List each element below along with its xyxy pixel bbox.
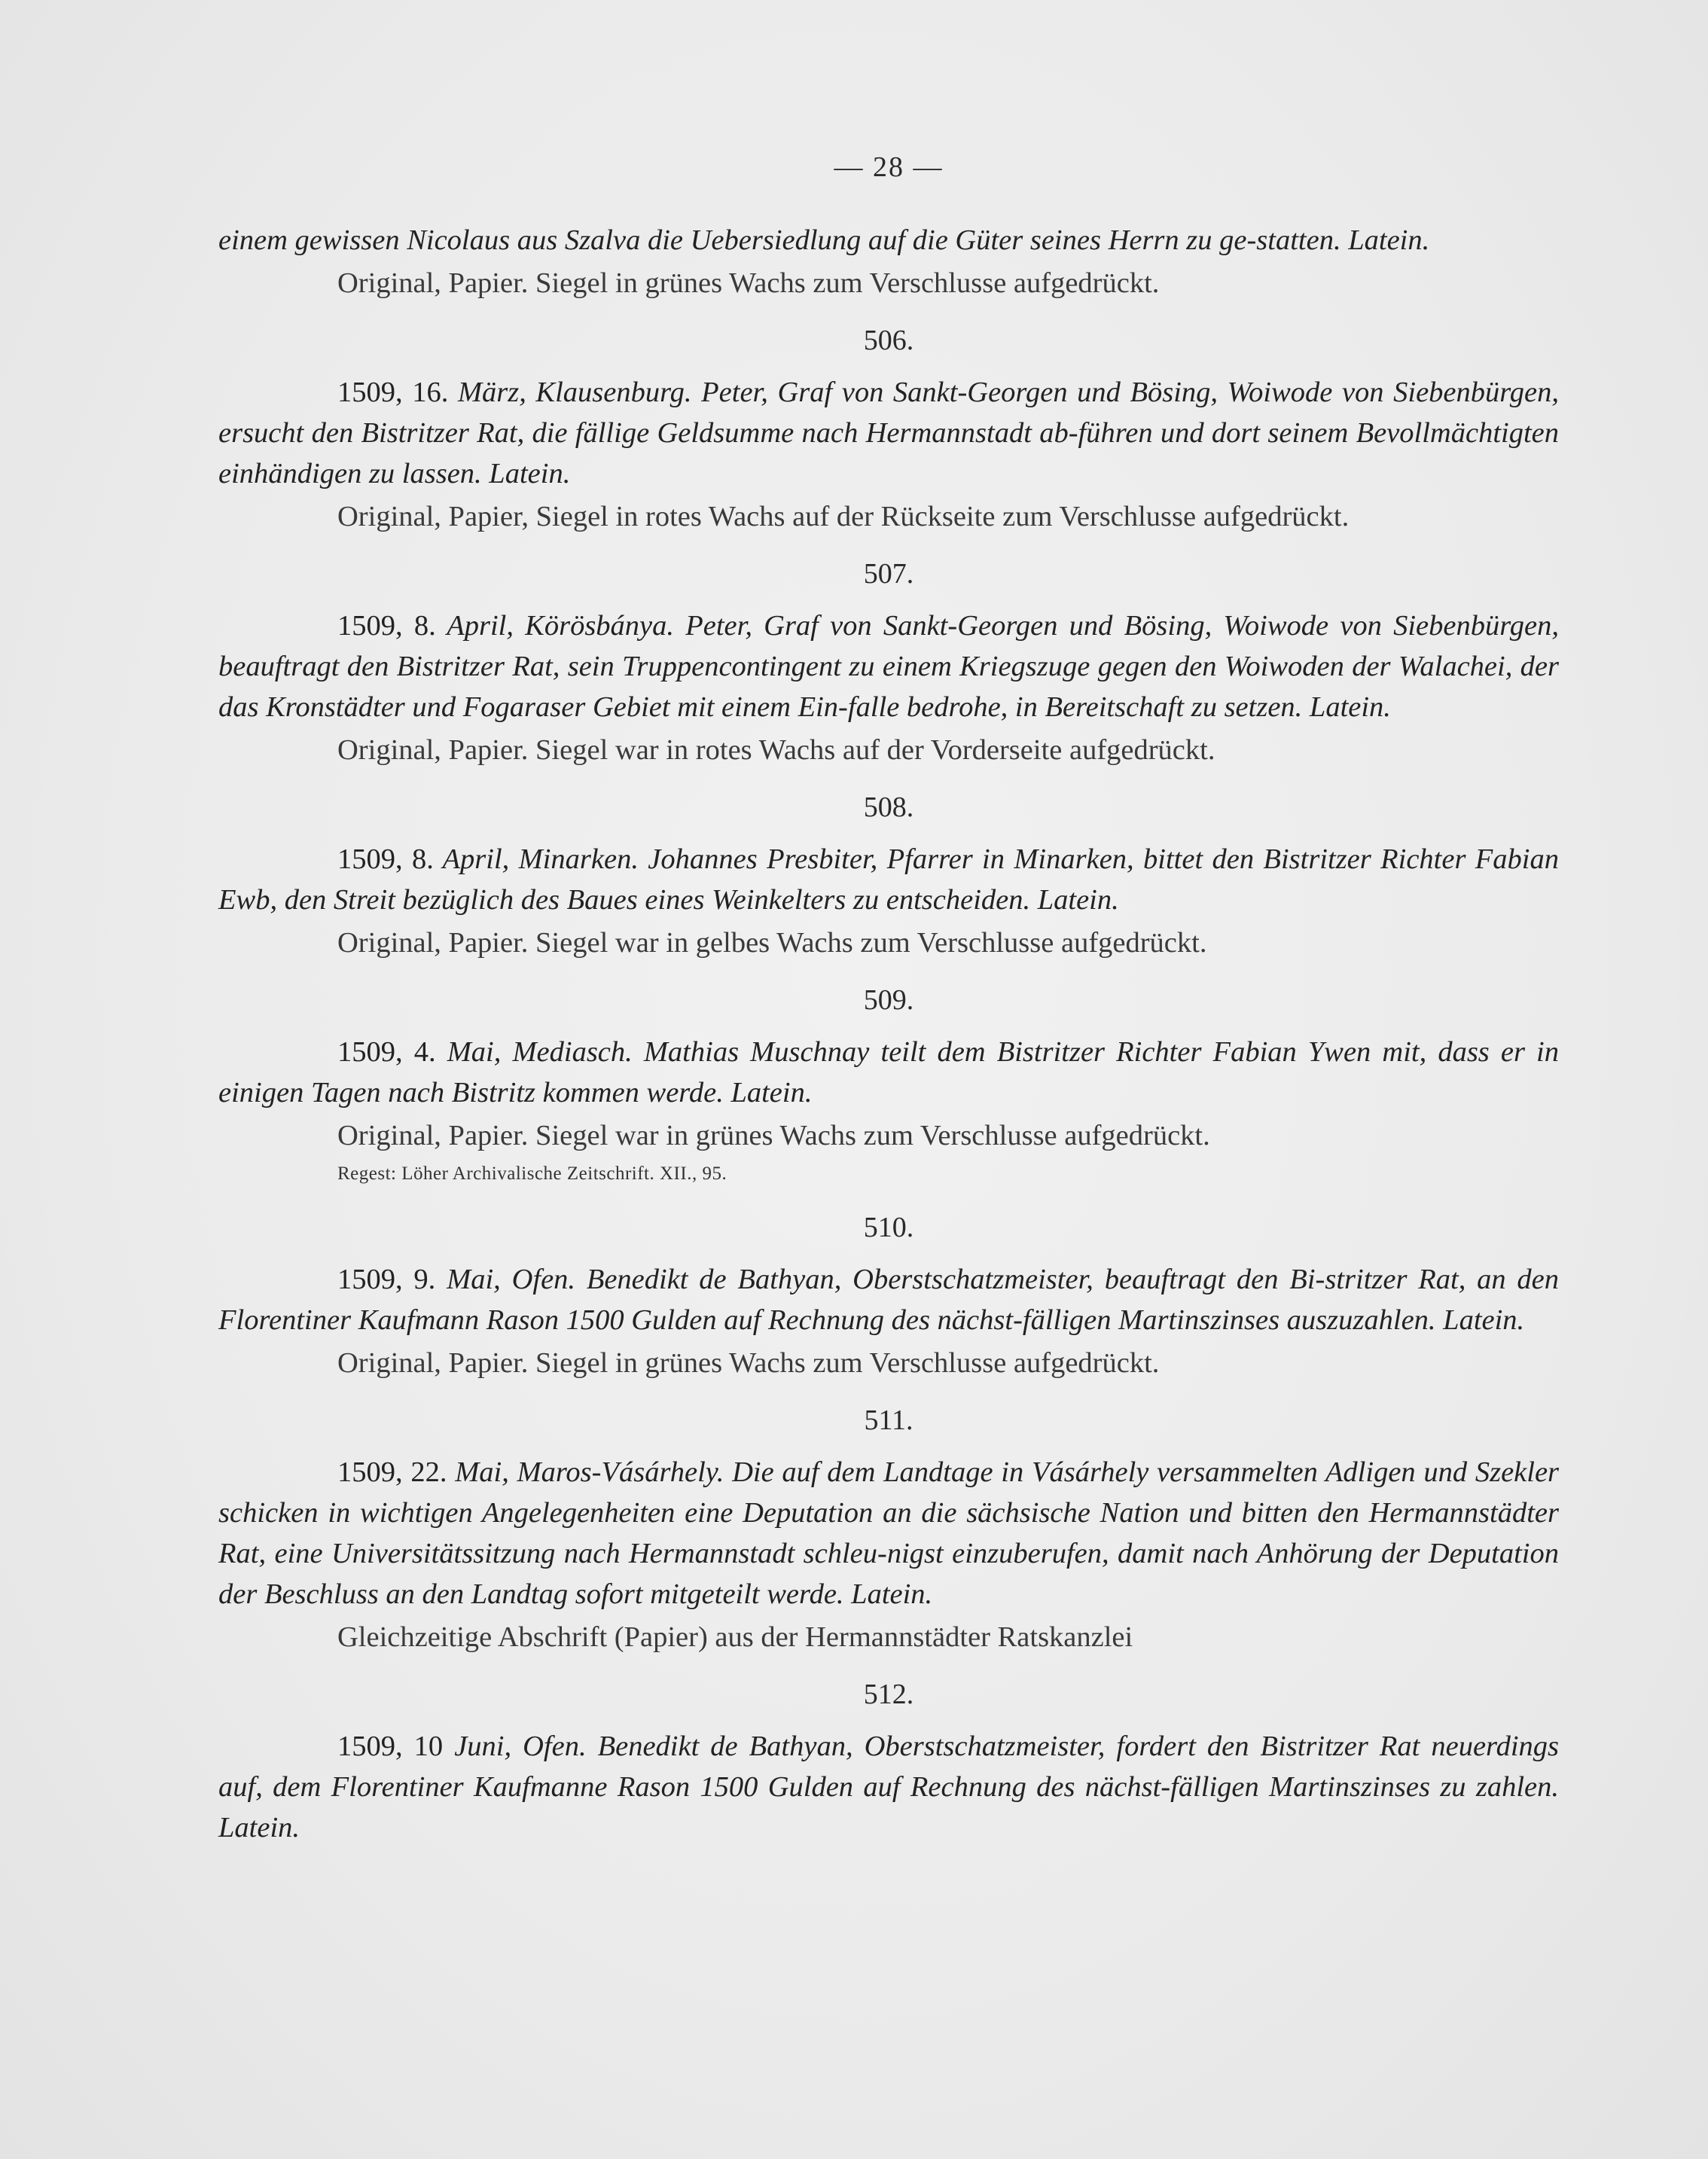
entry-text: Juni, Ofen. Benedikt de Bathyan, Oberstschatzmeister, fordert den Bistritzer Rat neuerdings auf, dem Florentiner Kaufmanne Rason 1500 Gulden auf Rechnung des nächst-fälligen Martinszinses zu zahlen. Latein. — [218, 1731, 1560, 1843]
entry-512 — [218, 1673, 1559, 1848]
entry-source: Gleichzeitige Abschrift (Papier) aus der Hermannstädter Ratskanzlei — [337, 1621, 1133, 1653]
entry-source: Original, Papier, Siegel in rotes Wachs auf der Rückseite zum Verschlusse aufgedrückt. — [337, 501, 1350, 532]
entry-text: April, Minarken. Johannes Presbiter, Pfarrer in Minarken, bittet den Bistritzer Richter Fabian Ewb, den Streit bezüglich des Baues eines Weinkelters zu entscheiden. Latein. — [218, 843, 1559, 916]
entry-number: 512. — [863, 1679, 914, 1710]
entry-source: Original, Papier. Siegel in grünes Wachs zum Verschlusse aufgedrückt. — [337, 1347, 1160, 1379]
entry-source: Original, Papier. Siegel in grünes Wachs zum Verschlusse aufgedrückt. — [337, 267, 1160, 299]
entry-summary — [218, 839, 1559, 920]
entry-summary — [218, 1726, 1559, 1848]
page-number: — 28 — — [834, 151, 944, 183]
entry-summary — [218, 1032, 1559, 1113]
entry-date: 1509, 4. — [337, 1036, 436, 1068]
entry-text: Mai, Maros-Vásárhely. Die auf dem Landtage in Vásárhely versammelten Adligen und Szekler schicken in wichtigen Angelegenheiten eine Deputation an die sächsische Nation und bitten den Hermannstädter Rat, eine Universitätssitzung nach Hermannstadt schleu-nigst einzuberufen, damit nach Anhörung der Deputation der Beschluss an den Landtag sofort mitgeteilt werde. Latein. — [218, 1456, 1560, 1610]
entry-summary: einem gewissen Nicolaus aus Szalva die Uebersiedlung auf die Güter seines Herrn zu ge-statten. Latein. — [218, 224, 1430, 256]
entry-number: 510. — [863, 1212, 914, 1243]
entry-text: April, Körösbánya. Peter, Graf von Sankt-Georgen und Bösing, Woiwode von Siebenbürgen, beauftragt den Bistritzer Rat, sein Truppencontingent zu einem Kriegszuge gegen den Woiwoden der Walachei, der das Kronstädter und Fogaraser Gebiet mit einem Ein-falle bedrohe, in Bereitschaft zu setzen. Latein. — [218, 610, 1559, 723]
entry-date: 1509, 22. — [337, 1456, 447, 1488]
entry-summary — [218, 1452, 1559, 1615]
entry-summary — [218, 1259, 1559, 1340]
entry-text: Mai, Ofen. Benedikt de Bathyan, Oberstschatzmeister, beauftragt den Bi-stritzer Rat, an den Florentiner Kaufmann Rason 1500 Gulden auf Rechnung des nächst-fälligen Martinszinses auszuzahlen. Latein. — [218, 1264, 1560, 1336]
entry-summary — [218, 605, 1559, 727]
entry-number: 508. — [863, 791, 914, 823]
entry-source: Original, Papier. Siegel war in gelbes Wachs zum Verschlusse aufgedrückt. — [337, 927, 1207, 959]
entry-date: 1509, 9. — [337, 1264, 436, 1295]
entry-text: Mai, Mediasch. Mathias Muschnay teilt dem Bistritzer Richter Fabian Ywen mit, dass er in einigen Tagen nach Bistritz kommen werde. Latein. — [218, 1036, 1560, 1108]
entry-source: Original, Papier. Siegel war in grünes Wachs zum Verschlusse aufgedrückt. — [337, 1120, 1210, 1151]
entry-date: 1509, 16. — [337, 377, 449, 408]
entry-number: 506. — [863, 325, 914, 356]
page-content — [218, 151, 1559, 1848]
entry-508 — [218, 786, 1559, 964]
entry-text: März, Klausenburg. Peter, Graf von Sankt-Georgen und Bösing, Woiwode von Siebenbürgen, ersucht den Bistritzer Rat, die fällige Geldsumme nach Hermannstadt ab-führen und dort seinem Bevollmächtigten einhändigen zu lassen. Latein. — [218, 377, 1560, 489]
entry-509 — [218, 979, 1559, 1191]
entry-507 — [218, 553, 1559, 771]
entry-summary — [218, 372, 1559, 494]
entry-506 — [218, 319, 1559, 538]
entry-number: 509. — [863, 984, 914, 1016]
continued-entry — [218, 220, 1559, 304]
entry-date: 1509, 8. — [337, 843, 434, 875]
entry-source: Original, Papier. Siegel war in rotes Wachs auf der Vorderseite aufgedrückt. — [337, 734, 1215, 766]
entry-number: 507. — [863, 558, 914, 590]
entry-number: 511. — [864, 1404, 913, 1436]
entry-date: 1509, 10 — [337, 1731, 444, 1762]
entry-date: 1509, 8. — [337, 610, 436, 642]
entry-511 — [218, 1399, 1559, 1658]
entry-regest: Regest: Löher Archivalische Zeitschrift. XII., 95. — [337, 1163, 727, 1184]
entry-510 — [218, 1206, 1559, 1384]
